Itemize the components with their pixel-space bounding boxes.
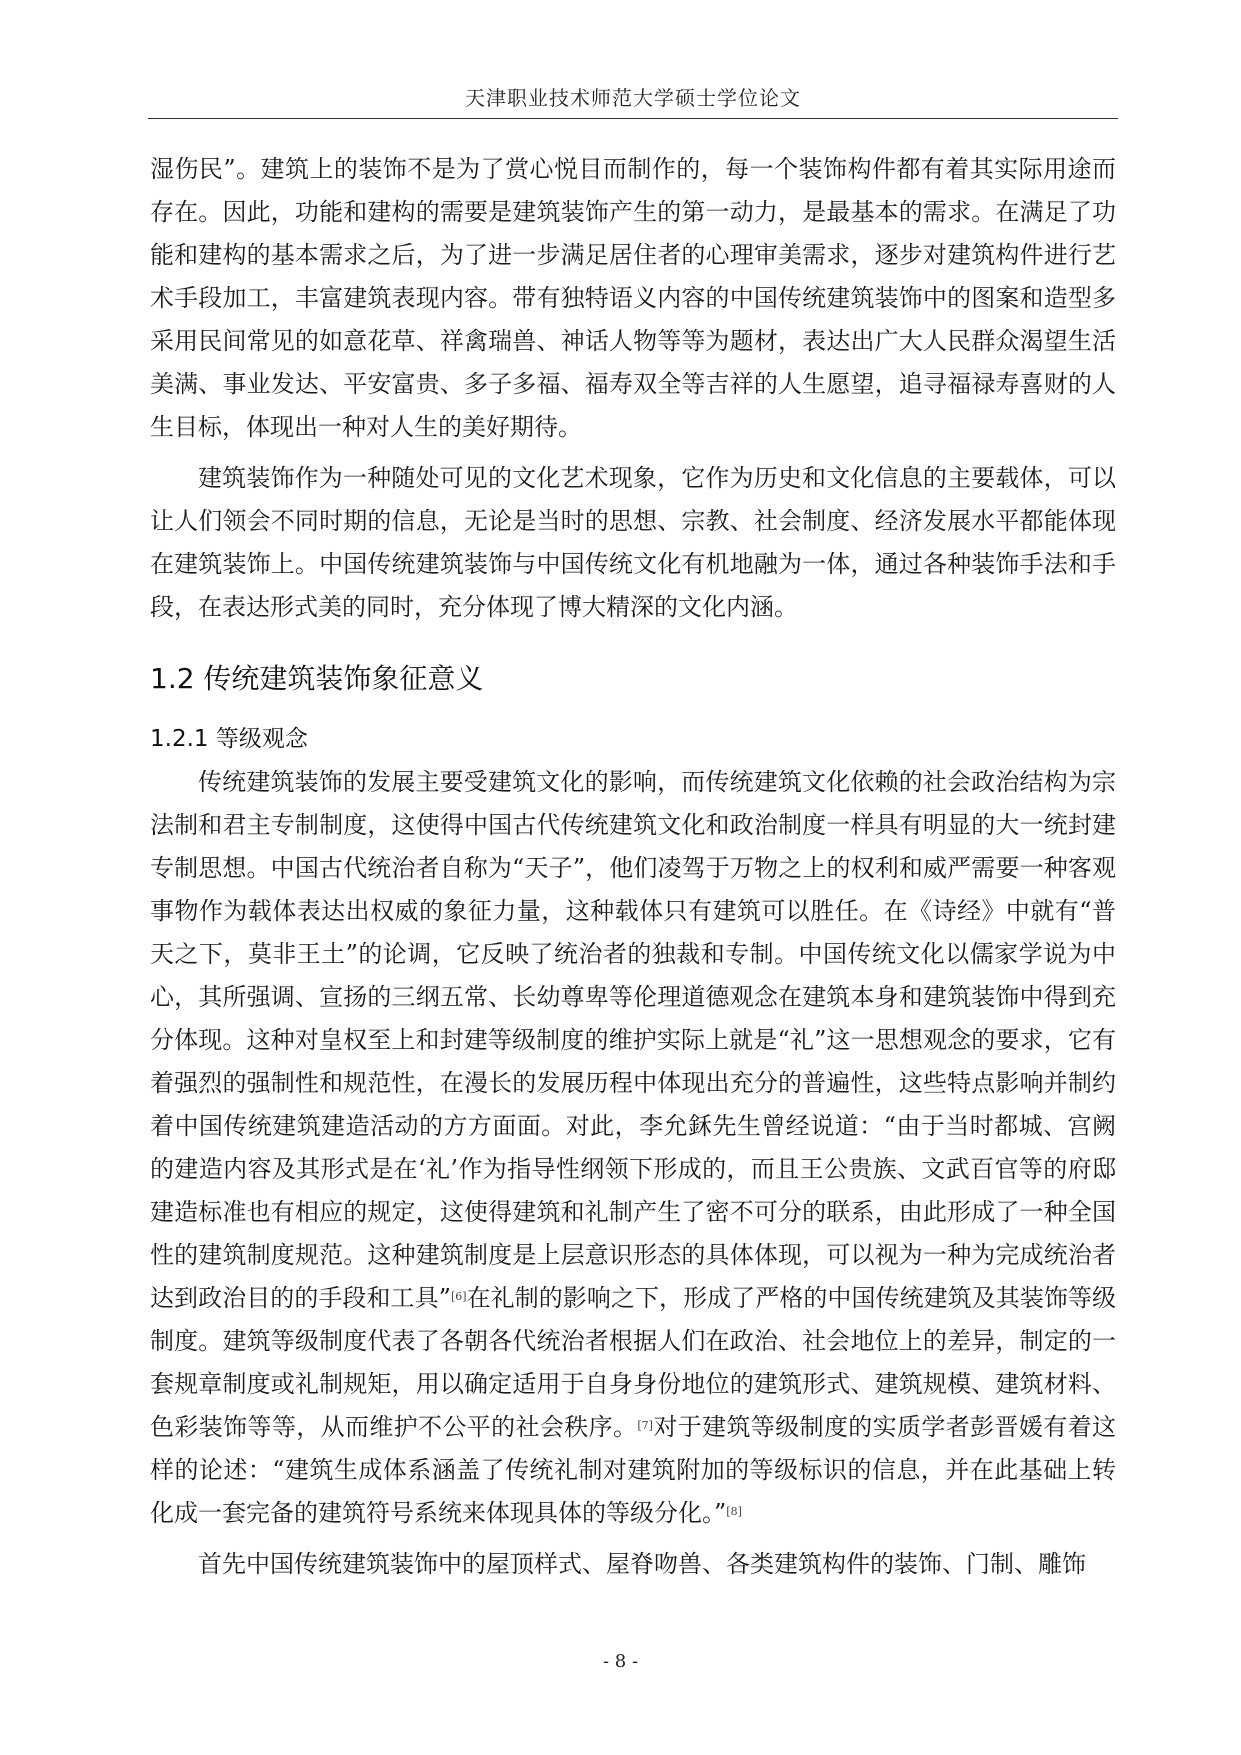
subsection-heading: 1.2.1 等级观念 [150,726,308,752]
paragraph-3-part-a: 传统建筑装饰的发展主要受建筑文化的影响，而传统建筑文化依赖的社会政治结构为宗法制和君主专制制度，这使得中国古代传统建筑文化和政治制度一样具有明显的大一统封建专制思想。中国古代统治者自称为“天子”，他们凌驾于万物之上的权利和威严需要一种客观事物作为载体表达出权威的象征力量，这种载体只有建筑可以胜任。在《诗经》中就有“普天之下，莫非王土”的论调，它反映了统治者的独裁和专制。中国传统文化以儒家学说为中心，其所强调、宣扬的三纲五常、长幼尊卑等伦理道德观念在建筑本身和建筑装饰中得到充分体现。这种对皇权至上和封建等级制度的维护实际上就是“礼”这一思想观念的要求，它有着强烈的强制性和规范性，在漫长的发展历程中体现出充分的普遍性，这些特点影响并制约着中国传统建筑建造活动的方方面面。对此，李允鉌先生曾经说道：“由于当时都城、宫阙的建造内容及其形式是在‘礼’作为指导性纲领下形成的，而且王公贵族、文武百官等的府邸建造标准也有相应的规定，这使得建筑和礼制产生了密不可分的联系，由此形成了一种全国性的建筑制度规范。这种建筑制度是上层意识形态的具体体现，可以视为一种为完成统治者达到政治目的的手段和工具” [150,768,1116,1312]
page-body [150,148,1116,1586]
paragraph-3-part-c: 对于建筑等级制度的实质学者彭晋媛有着这样的论述：“建筑生成体系涵盖了传统礼制对建筑附加的等级标识的信息，并在此基础上转化成一套完备的建筑符号系统来体现具体的等级分化。” [150,1413,1117,1527]
citation-6: [6] [450,1290,467,1303]
page-number: - 8 - [602,1651,639,1672]
citation-7: [7] [637,1419,653,1432]
paragraph-4: 首先中国传统建筑装饰中的屋顶样式、屋脊吻兽、各类建筑构件的装饰、门制、雕饰 [198,1550,1086,1578]
paragraph-3-part-b: 在礼制的影响之下，形成了严格的中国传统建筑及其装饰等级制度。建筑等级制度代表了各朝各代统治者根据人们在政治、社会地位上的差异，制定的一套规章制度或礼制规矩，用以确定适用于自身身份地位的建筑形式、建筑规模、建筑材料、色彩装饰等等，从而维护不公平的社会秩序。 [150,1284,1117,1441]
section-heading: 1.2 传统建筑装饰象征意义 [150,662,484,695]
running-header: 天津职业技术师范大学硕士学位论文 [465,86,801,110]
citation-8: [8] [726,1505,742,1518]
paragraph-2: 建筑装饰作为一种随处可见的文化艺术现象，它作为历史和文化信息的主要载体，可以让人们领会不同时期的信息，无论是当时的思想、宗教、社会制度、经济发展水平都能体现在建筑装饰上。中国传统建筑装饰与中国传统文化有机地融为一体，通过各种装饰手法和手段，在表达形式美的同时，充分体现了博大精深的文化内涵。 [150,464,1116,621]
paragraph-1: 湿伤民”。建筑上的装饰不是为了赏心悦目而制作的，每一个装饰构件都有着其实际用途而存在。因此，功能和建构的需要是建筑装饰产生的第一动力，是最基本的需求。在满足了功能和建构的基本需求之后，为了进一步满足居住者的心理审美需求，逐步对建筑构件进行艺术手段加工，丰富建筑表现内容。带有独特语义内容的中国传统建筑装饰中的图案和造型多采用民间常见的如意花草、祥禽瑞兽、神话人物等等为题材，表达出广大人民群众渴望生活美满、事业发达、平安富贵、多子多福、福寿双全等吉祥的人生愿望，追寻福禄寿喜财的人生目标，体现出一种对人生的美好期待。 [150,155,1116,441]
header-rule [148,118,1118,119]
paragraph-3 [150,761,1116,1535]
